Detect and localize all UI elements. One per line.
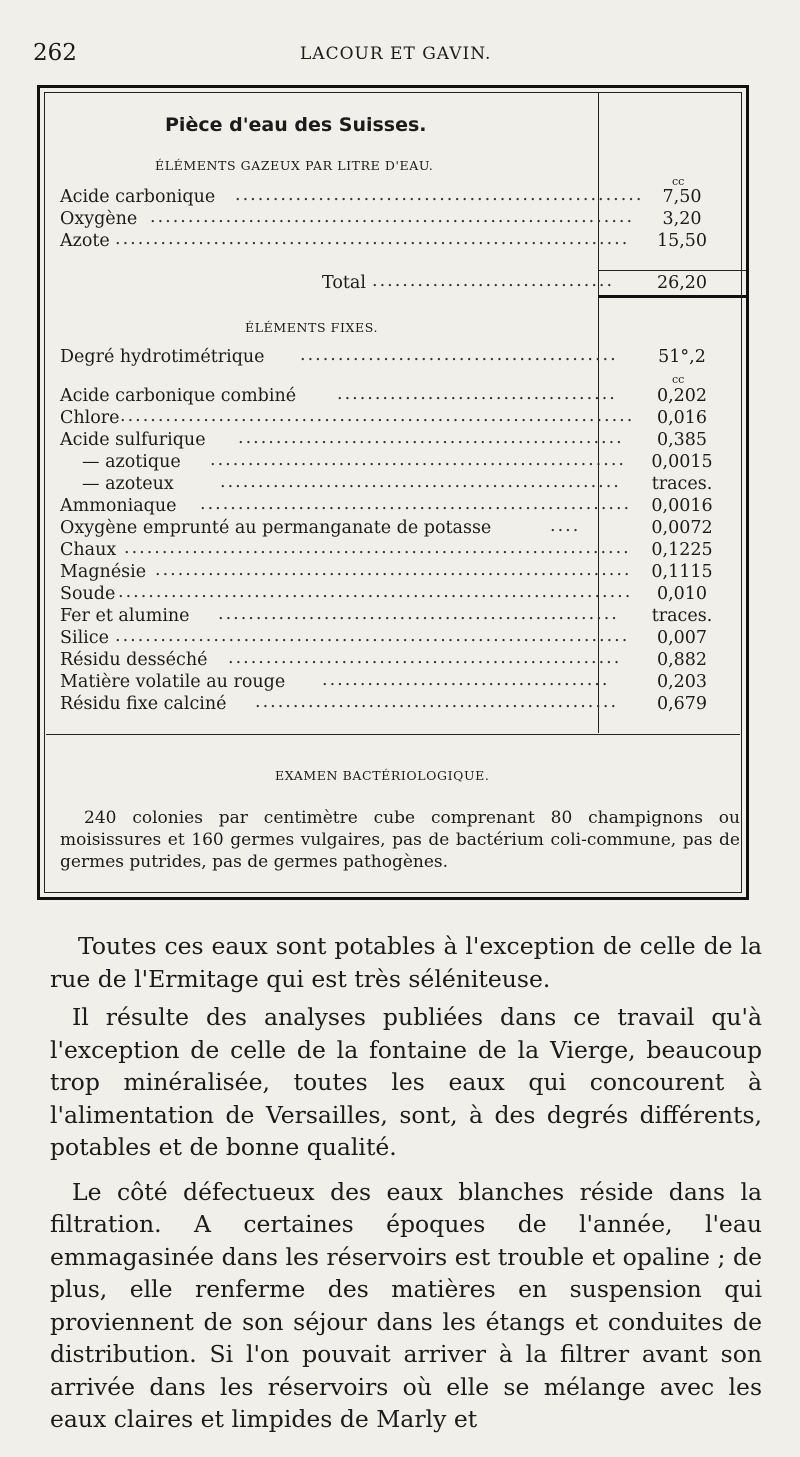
gases-heading: ÉLÉMENTS GAZEUX PAR LITRE D'EAU. — [155, 158, 434, 173]
total-bottom-rule — [598, 295, 746, 298]
body-text — [50, 930, 762, 1436]
row-label: Acide sulfurique — [60, 430, 206, 450]
row-label: Soude — [60, 584, 116, 604]
row-label: Oxygène emprunté au permanganate de potasse — [60, 518, 492, 538]
row-value: 0,203 — [656, 672, 708, 692]
row-label: Acide carbonique — [60, 187, 216, 207]
row-value: 51°,2 — [658, 347, 706, 367]
row-label: Chlore — [60, 408, 120, 428]
gases-unit: cc — [672, 175, 685, 188]
fixed-row: Acide carbonique combiné ..................................... 0,202 — [60, 385, 750, 407]
fixed-row: — azotique ....................................................... 0,0015 — [60, 451, 750, 473]
paragraph: Il résulte des analyses publiées dans ce travail qu'à l'exception de celle de la fontaine de la Vierge, beaucoup trop minéralisée, toutes les eaux qui concourent à l'alimentation de Versailles, sont, à des degrés différents, potables et de bonne qualité. — [50, 1003, 762, 1161]
paragraph: Toutes ces eaux sont potables à l'exception de celle de la rue de l'Ermitage qui est très séléniteuse. — [50, 932, 762, 993]
fixed-row: — azoteux ..................................................... traces. — [60, 473, 750, 495]
row-value: 0,1115 — [651, 562, 713, 582]
paragraph: Le côté défectueux des eaux blanches réside dans la filtration. A certaines époques de l'année, l'eau emmagasinée dans les réservoirs est trouble et opaline ; de plus, elle renferme des matières en suspension qui proviennent de son séjour dans les étangs et conduites de distribution. Si l'on pouvait arriver à la filtrer avant son arrivée dans les réservoirs où elle se mélange avec les eaux claires et limpides de Marly et — [50, 1177, 762, 1433]
fixed-row: Soude .................................................................... 0,010 — [60, 583, 750, 605]
section-divider — [46, 734, 740, 735]
row-label: Matière volatile au rouge — [60, 672, 286, 692]
row-value: traces. — [651, 606, 713, 626]
row-value: 0,882 — [656, 650, 708, 670]
fixed-row: Chaux ................................................................... 0,1225 — [60, 539, 750, 561]
row-value: 0,010 — [656, 584, 708, 604]
fixed-row: Matière volatile au rouge ...................................... 0,203 — [60, 671, 750, 693]
row-label: Degré hydrotimétrique — [60, 347, 265, 367]
fixed-row: Silice .................................................................... 0,007 — [60, 627, 750, 649]
fixed-row: Magnésie ............................................................... 0,1115 — [60, 561, 750, 583]
row-label: Résidu desséché — [60, 650, 208, 670]
fixed-unit: cc — [672, 373, 685, 386]
table-title: Pièce d'eau des Suisses. — [165, 114, 427, 136]
total-row: Total ................................ 26,20 — [60, 272, 750, 294]
row-value: 3,20 — [662, 209, 702, 229]
row-value: 15,50 — [656, 231, 708, 251]
row-value: 0,679 — [656, 694, 708, 714]
bacterio-text: 240 colonies par centimètre cube comprenant 80 champignons ou moisissures et 160 germes vulgaires, pas de bactérium coli-commune, pas de germes putrides, pas de germes pathogènes. — [60, 808, 740, 872]
gas-row: Oxygène ................................................................ 3,20 — [60, 208, 750, 230]
row-value: 0,0015 — [651, 452, 713, 472]
fixed-row: Ammoniaque ......................................................... 0,0016 — [60, 495, 750, 517]
row-value: 0,0016 — [651, 496, 713, 516]
row-value: 0,202 — [656, 386, 708, 406]
row-label: Silice — [60, 628, 109, 648]
fixed-row: Degré hydrotimétrique .......................................... 51°,2 — [60, 346, 750, 368]
fixed-row: Fer et alumine ..................................................... traces. — [60, 605, 750, 627]
gas-row: Azote .................................................................... 15,50 — [60, 230, 750, 252]
row-label: Chaux — [60, 540, 117, 560]
fixed-row: Résidu fixe calciné ................................................ 0,679 — [60, 693, 750, 715]
row-value: 0,007 — [656, 628, 708, 648]
row-label: Magnésie — [60, 562, 147, 582]
row-label: — azoteux — [82, 474, 174, 494]
total-label: Total — [322, 273, 366, 293]
row-label: — azotique — [82, 452, 181, 472]
fixed-heading: ÉLÉMENTS FIXES. — [245, 320, 379, 335]
row-value: 0,1225 — [651, 540, 713, 560]
row-label: Ammoniaque — [60, 496, 177, 516]
fixed-row: Chlore .................................................................... 0,016 — [60, 407, 750, 429]
row-label: Fer et alumine — [60, 606, 190, 626]
total-value: 26,20 — [656, 273, 708, 293]
row-label: Oxygène — [60, 209, 138, 229]
fixed-row: Oxygène emprunté au permanganate de potasse .... 0,0072 — [60, 517, 750, 539]
row-value: traces. — [651, 474, 713, 494]
row-value: 7,50 — [662, 187, 702, 207]
page-number: 262 — [33, 40, 77, 66]
total-top-rule — [598, 270, 746, 271]
fixed-row: Résidu desséché .................................................... 0,882 — [60, 649, 750, 671]
row-label: Acide carbonique combiné — [60, 386, 297, 406]
bacterio-heading: EXAMEN BACTÉRIOLOGIQUE. — [275, 768, 490, 783]
row-label: Azote — [60, 231, 110, 251]
row-value: 0,385 — [656, 430, 708, 450]
row-value: 0,0072 — [651, 518, 713, 538]
row-label: Résidu fixe calciné — [60, 694, 227, 714]
gas-row: Acide carbonique ...................................................... 7,50 — [60, 186, 750, 208]
fixed-row: Acide sulfurique ................................................... 0,385 — [60, 429, 750, 451]
row-value: 0,016 — [656, 408, 708, 428]
running-head: LACOUR ET GAVIN. — [300, 44, 492, 64]
